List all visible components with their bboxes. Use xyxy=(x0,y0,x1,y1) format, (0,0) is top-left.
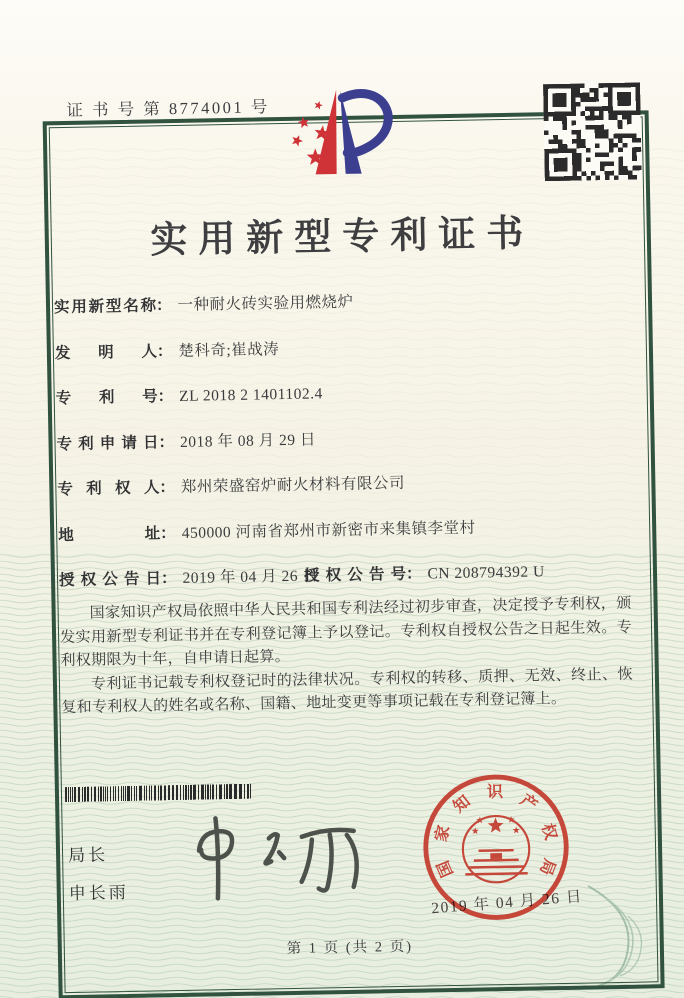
signatory-block xyxy=(68,840,129,917)
field-value: 一种耐火砖实验用燃烧炉 xyxy=(177,293,354,314)
field-value: 郑州荣盛窑炉耐火材料有限公司 xyxy=(180,474,406,496)
cnipa-logo xyxy=(274,76,426,197)
field-value: 2019 年 04 月 26 日 xyxy=(182,567,319,587)
body-paragraph: 专利证书记载专利权登记时的法律状况。专利权的转移、质押、无效、终止、恢复和专利权人的姓名或名称、国籍、地址变更等事项记载在专利登记簿上。 xyxy=(61,666,634,717)
field-label: 实用新型名称 xyxy=(53,297,157,317)
national-emblem-icon xyxy=(462,815,530,883)
field-label: 专利号 xyxy=(55,388,158,408)
colon: ： xyxy=(158,433,175,451)
field-value: 450000 河南省郑州市新密市来集镇李堂村 xyxy=(181,519,476,542)
field-label: 专利权人 xyxy=(57,479,160,499)
field-label: 发明人 xyxy=(54,342,158,362)
seal-date: 2019 年 04 月 26 日 xyxy=(430,888,584,918)
certificate-number: 证 书 号 第 8774001 号 xyxy=(66,97,270,120)
field-label: 授权公告号 xyxy=(303,565,407,585)
colon: ： xyxy=(405,565,422,583)
grant-date-pair xyxy=(59,567,319,589)
colon: ： xyxy=(160,570,177,588)
field-value: ZL 2018 2 1401102.4 xyxy=(179,385,323,405)
colon: ： xyxy=(159,479,176,497)
logo-blue-wedge-icon xyxy=(340,91,362,174)
legal-text xyxy=(59,593,633,721)
signatory-name: 申长雨 xyxy=(68,882,129,904)
svg-text:知: 知 xyxy=(450,792,474,817)
page-footer: 第 1 页 (共 2 页) xyxy=(286,938,414,958)
certificate-title: 实用新型专利证书 xyxy=(149,213,535,262)
colon: ： xyxy=(160,524,176,542)
field-value: CN 208794392 U xyxy=(427,563,545,583)
colon: ： xyxy=(157,388,174,406)
official-seal-icon xyxy=(417,768,576,927)
colon: ： xyxy=(156,342,173,360)
qr-code-icon xyxy=(543,82,642,181)
field-label: 地址 xyxy=(58,524,161,544)
colon: ： xyxy=(155,297,172,315)
svg-text:权: 权 xyxy=(537,821,559,842)
field-list xyxy=(54,285,632,614)
svg-text:国: 国 xyxy=(434,857,457,880)
grant-number-pair xyxy=(304,559,545,585)
svg-text:局: 局 xyxy=(536,856,558,878)
field-value: 楚科奇;崔战涛 xyxy=(178,340,280,360)
svg-text:产: 产 xyxy=(516,791,540,815)
field-label: 专利申请日 xyxy=(56,433,159,453)
field-value: 2018 年 08 月 29 日 xyxy=(179,430,317,451)
svg-text:家: 家 xyxy=(432,823,454,844)
body-paragraph: 国家知识产权局依照中华人民共和国专利法经过初步审查，决定授予专利权，颁发实用新型专利证书并在专利登记簿上予以登记。专利权自授权公告之日起生效。专利权期限为十年，自申请日起算。 xyxy=(59,595,633,670)
signature-icon xyxy=(173,807,375,903)
svg-text:识: 识 xyxy=(486,783,504,802)
signatory-title: 局长 xyxy=(67,845,109,866)
field-label: 授权公告日 xyxy=(58,570,162,590)
